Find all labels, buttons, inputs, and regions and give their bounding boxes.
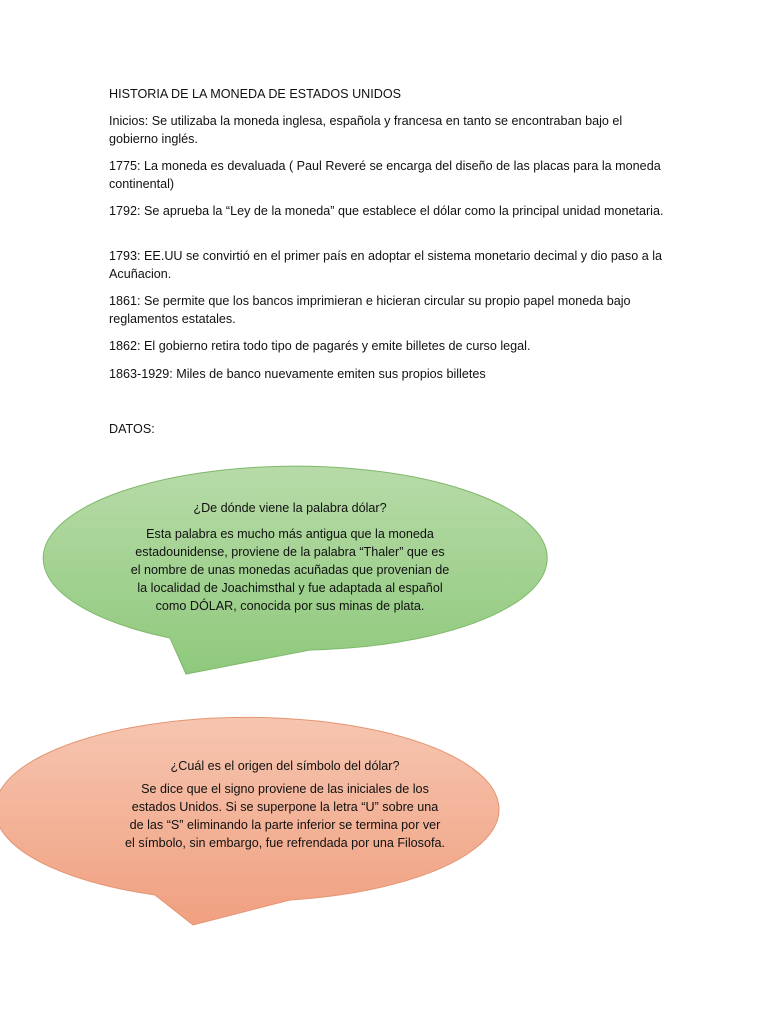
paragraph-1862: 1862: El gobierno retira todo tipo de pagarés y emite billetes de curso legal. <box>109 339 531 353</box>
paragraph-1775: 1775: La moneda es devaluada ( Paul Reveré se encarga del diseño de las placas para la moneda continental) <box>109 159 661 191</box>
bubble-orange-answer: Se dice que el signo proviene de las iniciales de los estados Unidos. Si se superpone la letra “U” sobre una de las “S” eliminando la parte inferior se termina por ver el símbolo, sin embargo, fue refrendada por una Filosofa. <box>125 782 445 850</box>
bubble-orange-content <box>125 757 445 852</box>
paragraph-1863-1929: 1863-1929: Miles de banco nuevamente emiten sus propios billetes <box>109 367 486 381</box>
bubble-green-answer: Esta palabra es mucho más antigua que la moneda estadounidense, proviene de la palabra “Thaler” que es el nombre de unas monedas acuñadas que provenian de la localidad de Joachimsthal y fue adaptada al español como DÓLAR, conocida por sus minas de plata. <box>130 527 450 613</box>
document-title: HISTORIA DE LA MONEDA DE ESTADOS UNIDOS <box>109 87 402 101</box>
paragraph-inicios: Inicios: Se utilizaba la moneda inglesa, española y francesa en tanto se encontraban bajo el gobierno inglés. <box>109 114 623 146</box>
bubble-green-question: ¿De dónde viene la palabra dólar? <box>193 501 387 515</box>
bubble-green-content <box>130 499 450 615</box>
paragraph-1793: 1793: EE.UU se convirtió en el primer país en adoptar el sistema monetario decimal y dio paso a la Acuñacion. <box>109 249 663 281</box>
paragraph-1792: 1792: Se aprueba la “Ley de la moneda” que establece el dólar como la principal unidad monetaria. <box>109 204 664 218</box>
paragraph-1861: 1861: Se permite que los bancos imprimieran e hicieran circular su propio papel moneda bajo reglamentos estatales. <box>109 294 631 326</box>
bubble-orange-question: ¿Cuál es el origen del símbolo del dólar? <box>170 759 400 773</box>
datos-label: DATOS: <box>109 422 155 436</box>
